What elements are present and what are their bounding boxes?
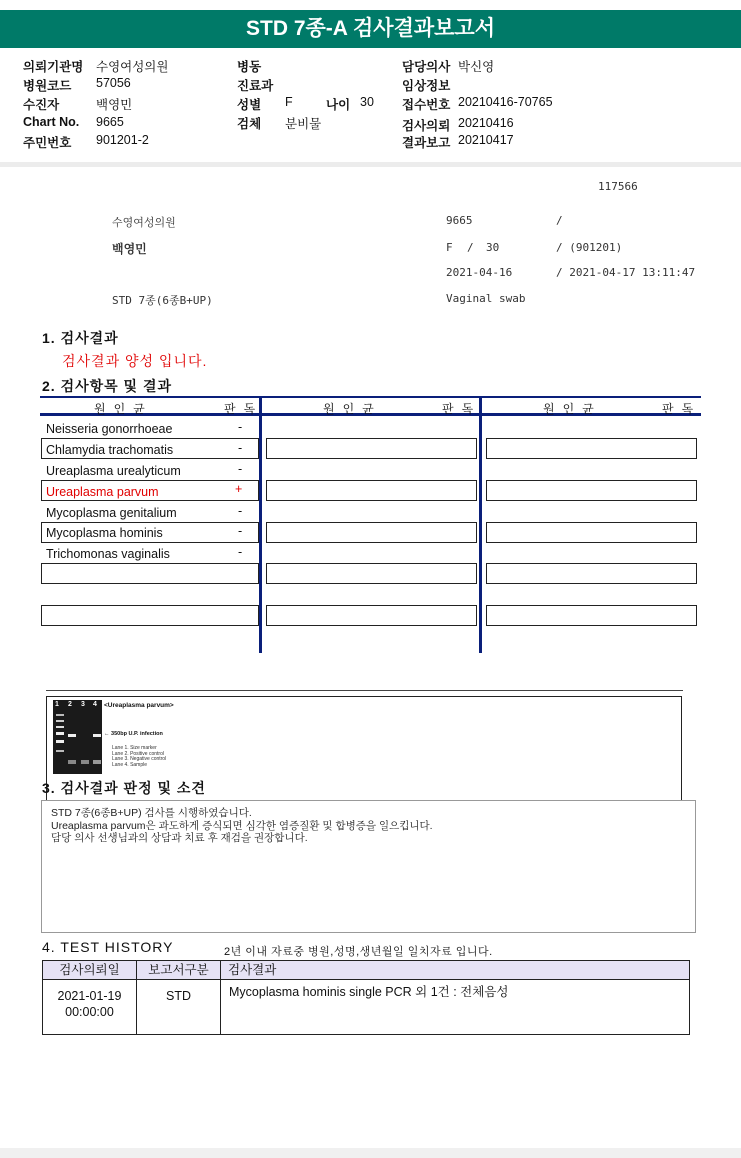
meta-chart-separator: / (556, 214, 563, 227)
col-head-judge-3: 판독 (662, 402, 702, 416)
meta-birth: / (901201) (556, 241, 623, 254)
pathogen-name: Mycoplasma hominis (46, 526, 163, 540)
history-col-result: 검사결과 (228, 963, 277, 977)
report-date-value: 20210417 (458, 133, 514, 147)
doctor-value: 박신영 (458, 60, 495, 74)
history-header-rule (42, 979, 690, 980)
section4-heading: 4. TEST HISTORY (42, 939, 174, 955)
pathogen-result: - (238, 462, 243, 476)
meta-date-reported: / 2021-04-17 13:11:47 (556, 266, 696, 279)
header-row-clinic: 의뢰기관명 (23, 60, 84, 74)
gel-lane-number: 1 (55, 701, 59, 708)
request-date-label: 검사의뢰 (402, 119, 451, 133)
table-divider-1 (259, 396, 262, 653)
col-head-judge-1: 판독 (224, 402, 264, 416)
reception-no-label: 접수번호 (402, 98, 451, 112)
gel-primer-band (93, 760, 101, 764)
patient-value: 백영민 (96, 98, 133, 112)
reception-no-value: 20210416-70765 (458, 95, 553, 109)
report-title: STD 7종-A 검사결과보고서 (0, 10, 741, 48)
history-note: 2년 이내 자료중 병원,성명,생년월일 일치자료 입니다. (224, 946, 493, 958)
pathogen-result: - (238, 504, 243, 518)
pathogen-name: Trichomonas vaginalis (46, 547, 170, 561)
pathogen-name: Neisseria gonorrhoeae (46, 422, 173, 436)
ward-label: 병동 (237, 60, 262, 74)
pathogen-result-positive: + (235, 482, 243, 496)
history-time: 00:00:00 (65, 1005, 114, 1019)
gel-marker-band (56, 740, 64, 743)
gel-image (53, 700, 102, 774)
row-box-mid-6 (266, 522, 477, 543)
row-box-mid-10 (266, 605, 477, 626)
header-divider (0, 162, 741, 167)
opinion-text: STD 7종(6종B+UP) 검사를 시행하였습니다. Ureaplasma parvum은 과도하게 증식되면 심각한 염증질환 및 합병증을 일으킵니다. 담당 의사 선생님과의 상담과 치료 후 재검을 권장합니다. (51, 807, 433, 844)
table-top-rule (40, 396, 701, 398)
gel-marker-band (56, 750, 64, 752)
age-label: 나이 (326, 98, 351, 112)
gel-lane-number: 3 (81, 701, 85, 708)
row-box-right-6 (486, 522, 697, 543)
row-box-right-2 (486, 438, 697, 459)
clinical-info-label: 임상정보 (402, 79, 451, 93)
gel-primer-band (68, 760, 76, 764)
gel-legend-item: Lane 4. Sample (112, 761, 148, 768)
gel-lane-number: 2 (68, 701, 72, 708)
row-box-right-4 (486, 480, 697, 501)
test-result-positive: 검사결과 양성 입니다. (62, 353, 208, 369)
hospital-code-label: 병원코드 (23, 79, 72, 93)
history-report-type: STD (166, 989, 191, 1003)
resident-no-label: 주민번호 (23, 136, 72, 150)
history-date: 2021-01-19 (57, 989, 122, 1003)
row-box-mid-2 (266, 438, 477, 459)
row-box-mid-4 (266, 480, 477, 501)
history-col-type: 보고서구분 (148, 963, 209, 977)
col-head-judge-2: 판독 (442, 402, 482, 416)
meta-specimen: Vaginal swab (446, 292, 526, 305)
row-box-right-8 (486, 563, 697, 584)
report-date-label: 결과보고 (402, 136, 451, 150)
section1-heading: 1. 검사결과 (42, 330, 119, 346)
gel-marker-band (56, 732, 64, 735)
pathogen-result: - (238, 524, 243, 538)
meta-date-requested: 2021-04-16 (446, 266, 513, 279)
pathogen-name-positive: Ureaplasma parvum (46, 485, 159, 499)
clinic-name-value: 수영여성의원 (96, 60, 169, 74)
gel-band-label: 350bp U.P. infection (111, 731, 163, 737)
history-col-divider-2 (220, 960, 221, 1035)
row-box-mid-8 (266, 563, 477, 584)
col-head-pathogen-1: 원인균 (94, 402, 153, 416)
dept-label: 진료과 (237, 79, 274, 93)
meta-patient-name: 백영민 (112, 242, 147, 256)
gel-lane-number: 4 (93, 701, 97, 708)
row-box-left-8 (41, 563, 259, 584)
hospital-code-value: 57056 (96, 76, 131, 90)
specimen-value: 분비물 (285, 117, 322, 131)
gel-legend (112, 746, 166, 768)
history-row-date (43, 988, 136, 1020)
meta-test-name: STD 7종(6종B+UP) (112, 294, 213, 307)
chart-no-value: 9665 (96, 115, 124, 129)
pathogen-name: Chlamydia trachomatis (46, 443, 174, 457)
patient-label: 수진자 (23, 98, 60, 112)
gel-legend-item: Lane 1. Size marker (112, 745, 157, 751)
col-head-pathogen-3: 원인균 (543, 402, 602, 416)
gel-primer-band (81, 760, 89, 764)
age-value: 30 (360, 95, 374, 109)
history-col-date: 검사의뢰일 (59, 963, 120, 977)
meta-sex-separator: / (467, 241, 474, 254)
row-box-left-10 (41, 605, 259, 626)
section3-heading: 3. 검사결과 판정 및 소견 (42, 780, 206, 796)
gel-top-rule (46, 690, 683, 691)
row-box-right-10 (486, 605, 697, 626)
resident-no-value: 901201-2 (96, 133, 149, 147)
gel-band-annotation: ← 350bp U.P. infection (104, 731, 163, 737)
table-divider-2 (479, 396, 482, 653)
gel-legend-item: Lane 3. Negative control (112, 756, 167, 762)
gel-caption: <Ureaplasma parvum> (104, 702, 174, 709)
gel-marker-band (56, 726, 64, 728)
meta-clinic: 수영여성의원 (112, 216, 176, 229)
pathogen-result: - (238, 441, 243, 455)
gel-sample-band (93, 734, 101, 737)
meta-sex: F (446, 241, 453, 254)
pathogen-result: - (238, 545, 243, 559)
specimen-label: 검체 (237, 117, 262, 131)
pathogen-name: Mycoplasma genitalium (46, 506, 177, 520)
history-result: Mycoplasma hominis single PCR 외 1건 : 전체음성 (229, 985, 509, 999)
pathogen-name: Ureaplasma urealyticum (46, 464, 181, 478)
sex-value: F (285, 95, 293, 109)
gel-positive-band (68, 734, 76, 737)
meta-age: 30 (486, 241, 500, 254)
section2-heading: 2. 검사항목 및 결과 (42, 378, 173, 394)
pathogen-result: - (238, 420, 243, 434)
chart-no-label: Chart No. (23, 115, 80, 129)
footer-band (0, 1148, 741, 1158)
gel-legend-item: Lane 2. Positive control (112, 750, 164, 757)
gel-marker-band (56, 720, 64, 722)
sex-label: 성별 (237, 98, 262, 112)
doctor-label: 담당의사 (402, 60, 451, 74)
gel-marker-band (56, 714, 64, 716)
col-head-pathogen-2: 원인균 (323, 402, 382, 416)
meta-chart: 9665 (446, 214, 473, 227)
report-id: 117566 (598, 180, 638, 193)
request-date-value: 20210416 (458, 116, 514, 130)
